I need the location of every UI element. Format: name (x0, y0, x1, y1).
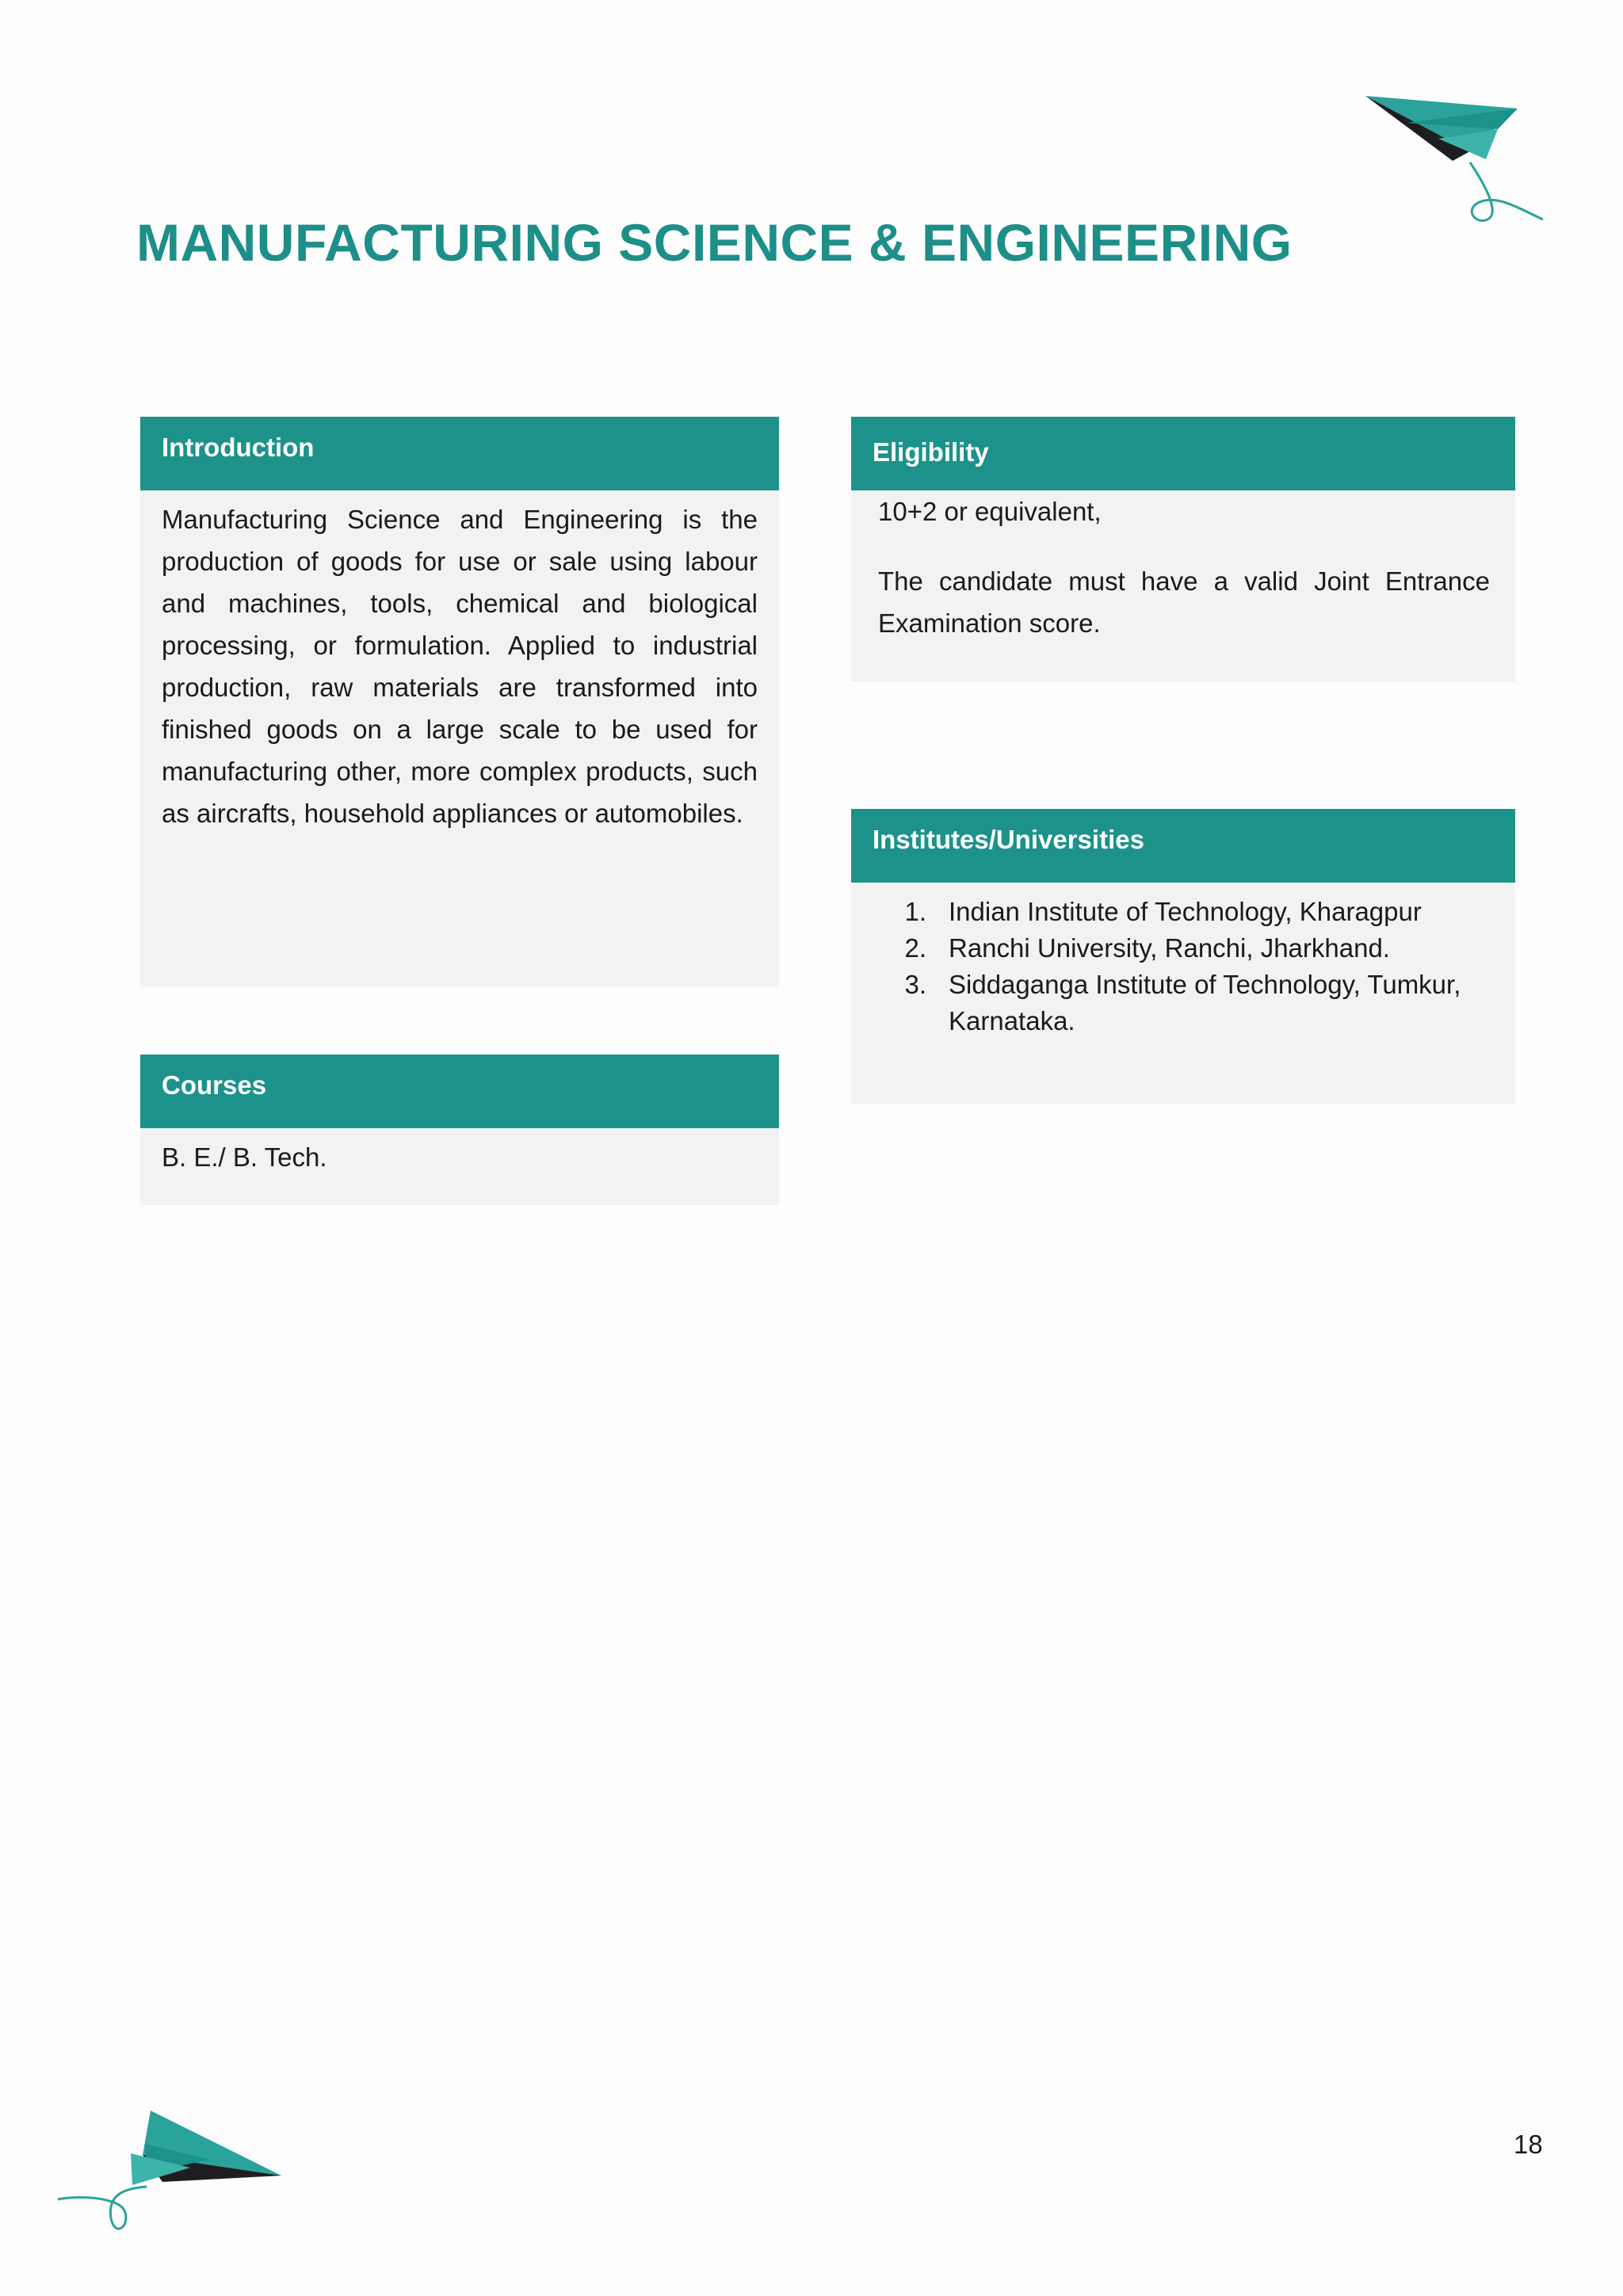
courses-text: B. E./ B. Tech. (162, 1142, 327, 1172)
list-text: Indian Institute of Technology, Kharagpur (949, 897, 1422, 926)
courses-card (140, 1055, 779, 1205)
eligibility-heading: Eligibility (851, 417, 1515, 490)
paper-plane-icon (52, 2100, 289, 2258)
page-title: MANUFACTURING SCIENCE & ENGINEERING (136, 213, 1293, 272)
courses-heading: Courses (140, 1055, 779, 1128)
list-item (851, 930, 1515, 967)
institutes-list (851, 883, 1515, 1039)
list-text: Siddaganga Institute of Technology, Tumkur, Karnataka. (949, 970, 1461, 1035)
eligibility-line: 10+2 or equivalent, (878, 497, 1102, 526)
eligibility-line: The candidate must have a valid Joint Entrance Examination score. (878, 566, 1490, 638)
page-number: 18 (1514, 2130, 1543, 2159)
list-number: 1. (904, 897, 926, 926)
list-text: Ranchi University, Ranchi, Jharkhand. (949, 933, 1390, 963)
paper-plane-icon (1359, 91, 1553, 234)
institutes-heading: Institutes/Universities (851, 809, 1515, 883)
introduction-text: Manufacturing Science and Engineering is the production of goods for use or sale using labour and machines, tools, chemical and biological processing, or formulation. Applied to industrial production, raw materials are transformed into finished goods on a large scale to be used for manufacturing other, more complex products, such as aircrafts, household appliances or automobiles. (162, 505, 758, 828)
introduction-heading: Introduction (140, 417, 779, 490)
list-item (851, 894, 1515, 930)
eligibility-body (851, 490, 1515, 644)
eligibility-card (851, 417, 1515, 681)
list-number: 2. (904, 933, 926, 963)
list-item (851, 967, 1515, 1039)
list-number: 3. (904, 970, 926, 999)
institutes-card (851, 809, 1515, 1104)
introduction-card (140, 417, 779, 987)
